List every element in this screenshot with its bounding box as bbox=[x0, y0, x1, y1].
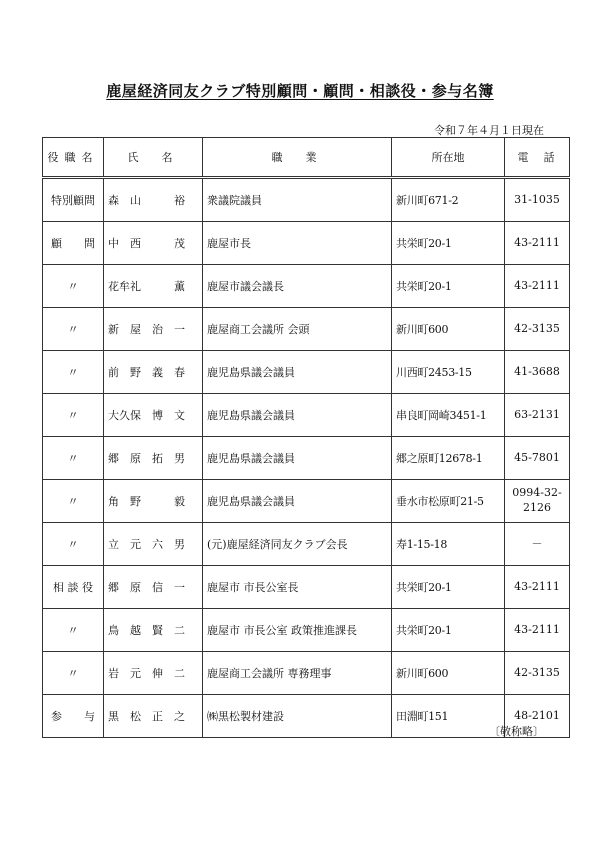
table-row bbox=[43, 437, 570, 480]
table-row bbox=[43, 351, 570, 394]
role-cell: 〃 bbox=[43, 394, 104, 437]
column-header-role: 役職名 bbox=[43, 138, 104, 178]
name-cell: 郷 原 拓 男 bbox=[104, 437, 203, 480]
occupation-cell: 鹿屋商工会議所 専務理事 bbox=[203, 652, 392, 695]
table-row bbox=[43, 480, 570, 523]
phone-cell: 43-2111 bbox=[505, 222, 570, 265]
roster-table bbox=[42, 137, 570, 738]
occupation-cell: ㈱黒松製材建設 bbox=[203, 695, 392, 738]
role-cell: 〃 bbox=[43, 308, 104, 351]
table-row bbox=[43, 394, 570, 437]
column-header-phone: 電 話 bbox=[505, 138, 570, 178]
name-cell: 黒 松 正 之 bbox=[104, 695, 203, 738]
phone-cell: 43-2111 bbox=[505, 265, 570, 308]
role-cell: 〃 bbox=[43, 523, 104, 566]
occupation-cell: 鹿屋市長 bbox=[203, 222, 392, 265]
footnote: 〔敬称略〕 bbox=[489, 725, 544, 738]
table-header-row bbox=[43, 138, 570, 178]
address-cell: 垂水市松原町21-5 bbox=[392, 480, 505, 523]
occupation-cell: 鹿屋市 市長公室長 bbox=[203, 566, 392, 609]
phone-cell: 31-1035 bbox=[505, 178, 570, 222]
phone-cell: 41-3688 bbox=[505, 351, 570, 394]
column-header-address: 所在地 bbox=[392, 138, 505, 178]
role-cell: 〃 bbox=[43, 351, 104, 394]
phone-cell: － bbox=[505, 523, 570, 566]
document-title: 鹿屋経済同友クラブ特別顧問・顧問・相談役・参与名簿 bbox=[106, 82, 494, 100]
phone-cell: 48-2101 bbox=[505, 695, 570, 738]
role-cell: 〃 bbox=[43, 609, 104, 652]
name-cell: 大久保 博 文 bbox=[104, 394, 203, 437]
address-cell: 新川町600 bbox=[392, 652, 505, 695]
table-row bbox=[43, 308, 570, 351]
occupation-cell: 鹿児島県議会議員 bbox=[203, 437, 392, 480]
occupation-cell: 鹿屋市 市長公室 政策推進課長 bbox=[203, 609, 392, 652]
address-cell: 新川町600 bbox=[392, 308, 505, 351]
phone-cell: 0994-32-2126 bbox=[505, 480, 570, 523]
phone-cell: 45-7801 bbox=[505, 437, 570, 480]
role-cell: 参 与 bbox=[43, 695, 104, 738]
address-cell: 串良町岡崎3451-1 bbox=[392, 394, 505, 437]
address-cell: 共栄町20-1 bbox=[392, 609, 505, 652]
table-row bbox=[43, 265, 570, 308]
table-row bbox=[43, 609, 570, 652]
role-cell: 〃 bbox=[43, 437, 104, 480]
occupation-cell: 鹿児島県議会議員 bbox=[203, 351, 392, 394]
table-row bbox=[43, 652, 570, 695]
name-cell: 角 野 毅 bbox=[104, 480, 203, 523]
name-cell: 前 野 義 春 bbox=[104, 351, 203, 394]
address-cell: 田淵町151 bbox=[392, 695, 505, 738]
occupation-cell: 鹿児島県議会議員 bbox=[203, 394, 392, 437]
role-cell: 〃 bbox=[43, 480, 104, 523]
phone-cell: 63-2131 bbox=[505, 394, 570, 437]
address-cell: 寿1-15-18 bbox=[392, 523, 505, 566]
address-cell: 共栄町20-1 bbox=[392, 222, 505, 265]
phone-cell: 42-3135 bbox=[505, 308, 570, 351]
name-cell: 鳥 越 賢 二 bbox=[104, 609, 203, 652]
occupation-cell: 鹿屋市議会議長 bbox=[203, 265, 392, 308]
name-cell: 花牟礼 薫 bbox=[104, 265, 203, 308]
name-cell: 郷 原 信 一 bbox=[104, 566, 203, 609]
address-cell: 共栄町20-1 bbox=[392, 566, 505, 609]
address-cell: 新川町671-2 bbox=[392, 178, 505, 222]
role-cell: 〃 bbox=[43, 652, 104, 695]
column-header-occupation: 職 業 bbox=[203, 138, 392, 178]
address-cell: 共栄町20-1 bbox=[392, 265, 505, 308]
name-cell: 岩 元 伸 二 bbox=[104, 652, 203, 695]
table-body bbox=[43, 178, 570, 738]
table-row bbox=[43, 566, 570, 609]
occupation-cell: 鹿児島県議会議員 bbox=[203, 480, 392, 523]
phone-cell: 43-2111 bbox=[505, 566, 570, 609]
role-cell: 相 談 役 bbox=[43, 566, 104, 609]
name-cell: 新 屋 治 一 bbox=[104, 308, 203, 351]
address-cell: 川西町2453-15 bbox=[392, 351, 505, 394]
occupation-cell: 衆議院議員 bbox=[203, 178, 392, 222]
role-cell: 特別顧問 bbox=[43, 178, 104, 222]
table-row bbox=[43, 178, 570, 222]
as-of-date: 令和７年４月１日現在 bbox=[434, 124, 544, 137]
occupation-cell: 鹿屋商工会議所 会頭 bbox=[203, 308, 392, 351]
role-cell: 〃 bbox=[43, 265, 104, 308]
occupation-cell: (元)鹿屋経済同友クラブ会長 bbox=[203, 523, 392, 566]
column-header-name: 氏 名 bbox=[104, 138, 203, 178]
phone-cell: 43-2111 bbox=[505, 609, 570, 652]
table-row bbox=[43, 222, 570, 265]
table-row bbox=[43, 523, 570, 566]
phone-cell: 42-3135 bbox=[505, 652, 570, 695]
name-cell: 立 元 六 男 bbox=[104, 523, 203, 566]
name-cell: 森 山 裕 bbox=[104, 178, 203, 222]
name-cell: 中 西 茂 bbox=[104, 222, 203, 265]
address-cell: 郷之原町12678-1 bbox=[392, 437, 505, 480]
role-cell: 顧 問 bbox=[43, 222, 104, 265]
